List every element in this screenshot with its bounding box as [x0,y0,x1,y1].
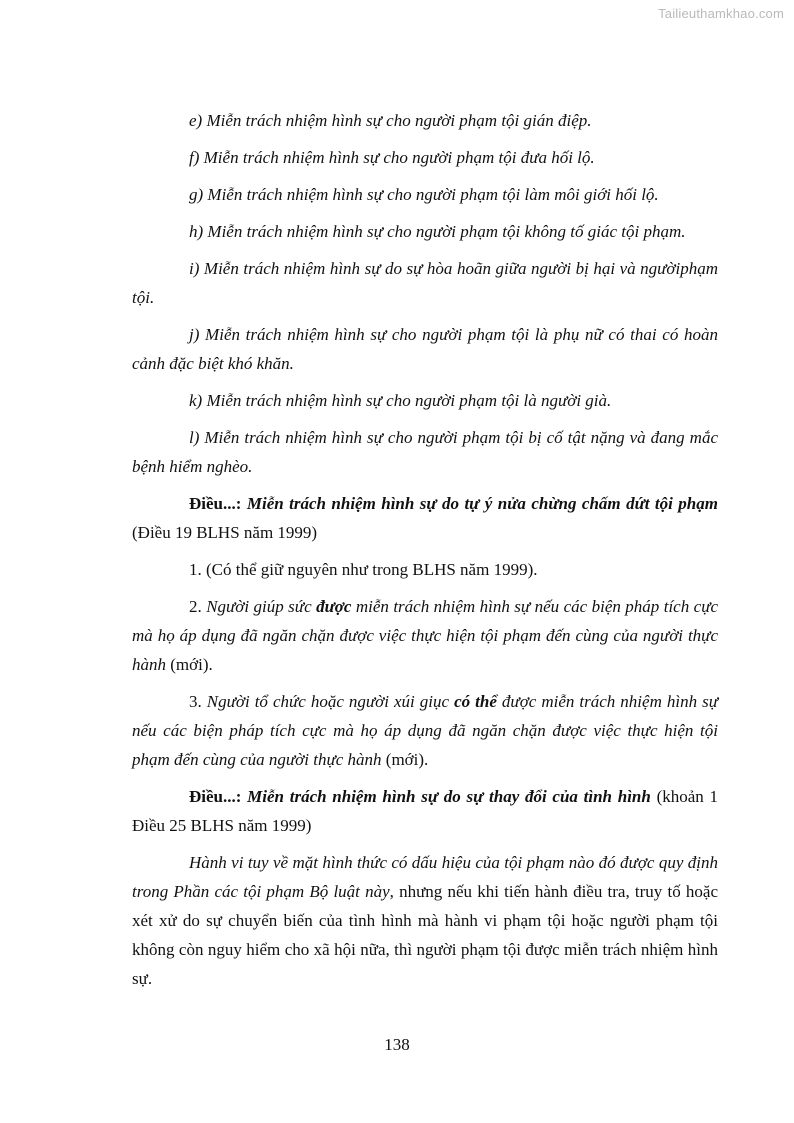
clause-emphasis: có thể [454,692,497,711]
clause-text: Người giúp sức [206,597,312,616]
clause-text: được miễn trách nhiệm hình sự nếu các biện pháp tích cực mà họ áp dụng đã ngăn chặn được việc thực hiện tội phạm đến cùng của người thực hành [132,692,719,769]
list-item-g: g) Miễn trách nhiệm hình sự cho người phạm tội làm môi giới hối lộ. [189,185,659,204]
list-item-l: l) Miễn trách nhiệm hình sự cho người phạm tội bị cố tật nặng và đang mắc bệnh hiểm nghèo. [132,428,718,476]
list-item-k: k) Miễn trách nhiệm hình sự cho người phạm tội là người già. [189,391,612,410]
clause-emphasis: được [316,597,352,616]
list-item-h: h) Miễn trách nhiệm hình sự cho người phạm tội không tố giác tội phạm. [189,222,686,241]
list-item-e: e) Miễn trách nhiệm hình sự cho người phạm tội gián điệp. [189,111,592,130]
list-item-f: f) Miễn trách nhiệm hình sự cho người phạm tội đưa hối lộ. [189,148,595,167]
list-item-j: j) Miễn trách nhiệm hình sự cho người phạm tội là phụ nữ có thai có hoàn cảnh đặc biệt khó khăn. [132,325,718,373]
clause-text: miễn trách nhiệm hình sự nếu các biện pháp tích cực mà họ áp dụng đã ngăn chặn được việc thực hiện tội phạm đến cùng của người thực hành [132,597,719,674]
clause-text: Người tổ chức hoặc người xúi giục [206,692,450,711]
page-number: 138 [384,1035,410,1054]
article-heading-1 [132,489,718,547]
clause-note: (mới). [385,750,429,769]
article-title: Miễn trách nhiệm hình sự do sự thay đổi của tình hình [247,787,651,806]
list-item-i: i) Miễn trách nhiệm hình sự do sự hòa hoãn giữa người bị hại và ngườiphạm tội. [132,259,718,307]
article-reference: (Điều 19 BLHS năm 1999) [132,523,318,542]
article-label: Điều...: [189,494,242,513]
clause-number: 2. [189,597,202,616]
article-title: Miễn trách nhiệm hình sự do tự ý nửa chừng chấm dứt tội phạm [246,494,718,513]
body-italic-text: Hành vi tuy về mặt hình thức có dấu hiệu của tội phạm nào đó được quy định trong Phần các tội phạm Bộ luật này [132,853,718,901]
article-reference: (khoản 1 Điều 25 BLHS năm 1999) [132,787,719,835]
article-label: Điều...: [189,787,242,806]
document-body [132,106,718,1001]
clause-number: 3. [189,692,202,711]
clause-note: (mới). [170,655,213,674]
body-text: , nhưng nếu khi tiến hành điều tra, truy tố hoặc xét xử do sự chuyển biến của tình hình mà hành vi phạm tội hoặc người phạm tội không còn nguy hiểm cho xã hội nữa, thì người phạm tội được miễn trách nhiệm hình sự. [132,882,718,988]
article-heading-2 [132,782,718,840]
article-1-clause-3 [132,687,718,774]
article-1-clause-1: 1. (Có thể giữ nguyên như trong BLHS năm 1999). [189,560,538,579]
article-1-clause-2 [132,592,718,679]
article-2-body [132,848,718,993]
watermark-text: Tailieuthamkhao.com [658,6,784,21]
